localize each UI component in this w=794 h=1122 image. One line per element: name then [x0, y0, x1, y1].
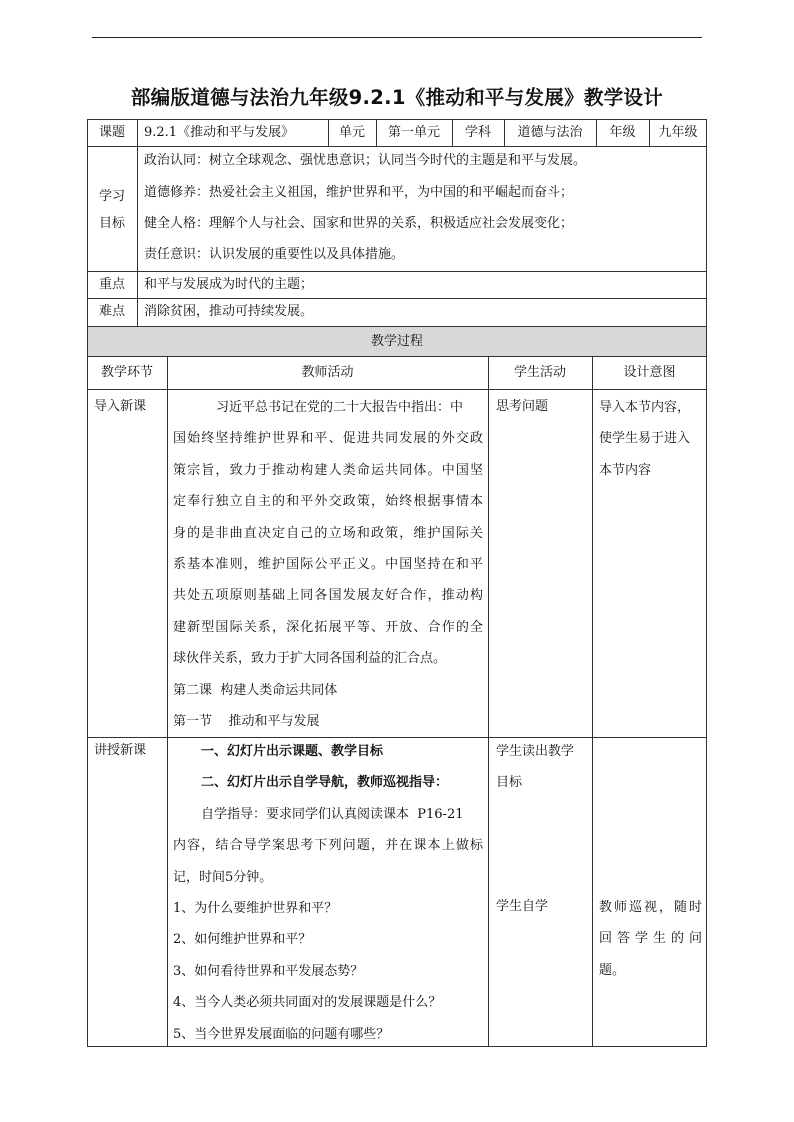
key-point-label: 重点 [98, 277, 125, 292]
topic-label: 课题 [98, 125, 125, 140]
objective-item: 健全人格：理解个人与社会、国家和世界的关系，积极适应社会发展变化； [144, 216, 574, 231]
objective-item: 政治认同：树立全球观念、强忧患意识；认同当今时代的主题是和平与发展。 [144, 153, 587, 168]
header-rule [92, 37, 702, 38]
page-title: 部编版道德与法治九年级9.2.1《推动和平与发展》教学设计 [130, 86, 664, 109]
design-intent-new-lesson: 教师巡视，随时 回答学生的问 题。 [599, 900, 702, 978]
column-header-stage: 教学环节 [100, 365, 153, 380]
topic-value: 9.2.1《推动和平与发展》 [144, 125, 295, 140]
subject-value: 道德与法治 [517, 125, 583, 140]
objective-item: 道德修养：热爱社会主义祖国，维护世界和平，为中国的和平崛起而奋斗； [144, 185, 574, 200]
objective-item: 责任意识：认识发展的重要性以及具体措施。 [144, 247, 405, 262]
student-activity-intro: 思考问题 [496, 399, 549, 414]
objectives-label-line1: 学习 [98, 189, 125, 204]
teacher-activity-intro: 习近平总书记在党的二十大报告中指出：中 国始终坚持维护世界和平、促进共同发展的外交政 策宗旨，致力于推动构建人类命运共同体。中国坚 定奉行独立自主的和平外交政策，始终根据事情本 身的是非曲直决定自己的立场和政策，维护国际关 系基本准则，维护国际公平正义。中国坚持在和平 共处五项原则基础上同各国发展友好合作，推动构 建新型国际关系，深化拓展平等、开放、合作的全 球伙伴关系，致力于扩大同各国利益的汇合点。 第二课 构建人类命运共同体 第一节 推动和平与发展 [173, 400, 483, 729]
student-activity-new-lesson: 学生读出教学 目标 [496, 744, 575, 791]
column-header-student: 学生活动 [513, 365, 566, 380]
subject-label: 学科 [464, 125, 491, 140]
column-header-teacher: 教师活动 [301, 365, 354, 380]
grade-value: 九年级 [658, 125, 698, 140]
objectives-label-line2: 目标 [98, 216, 125, 231]
difficulty-label: 难点 [98, 304, 125, 319]
difficulty-value: 消除贫困，推动可持续发展。 [144, 304, 314, 319]
unit-value: 第一单元 [387, 125, 440, 140]
stage-new-lesson: 讲授新课 [94, 743, 147, 758]
column-header-intent: 设计意图 [623, 365, 676, 380]
key-point-value: 和平与发展成为时代的主题； [144, 277, 314, 292]
unit-label: 单元 [338, 125, 365, 140]
stage-intro: 导入新课 [94, 399, 147, 414]
design-intent-intro: 导入本节内容， 使学生易于进入 本节内容 [599, 400, 691, 478]
process-header: 教学过程 [370, 334, 423, 349]
grade-label: 年级 [609, 125, 636, 140]
teacher-activity-new-lesson: 一、幻灯片出示课题、教学目标 二、幻灯片出示自学导航，教师巡视指导： 自学指导：要求同学们认真阅读课本 P16-21 内容，结合导学案思考下列问题，并在课本上做标 记，时间5分钟。 1、为什么要维护世界和平？ 2、如何维护世界和平？ 3、如何看待世界和平发展态势？ 4、当今人类必须共同面对的发展课题是什么？ 5、当今世界发展面临的问题有哪些？ [173, 744, 483, 1042]
student-self-study: 学生自学 [496, 899, 549, 914]
